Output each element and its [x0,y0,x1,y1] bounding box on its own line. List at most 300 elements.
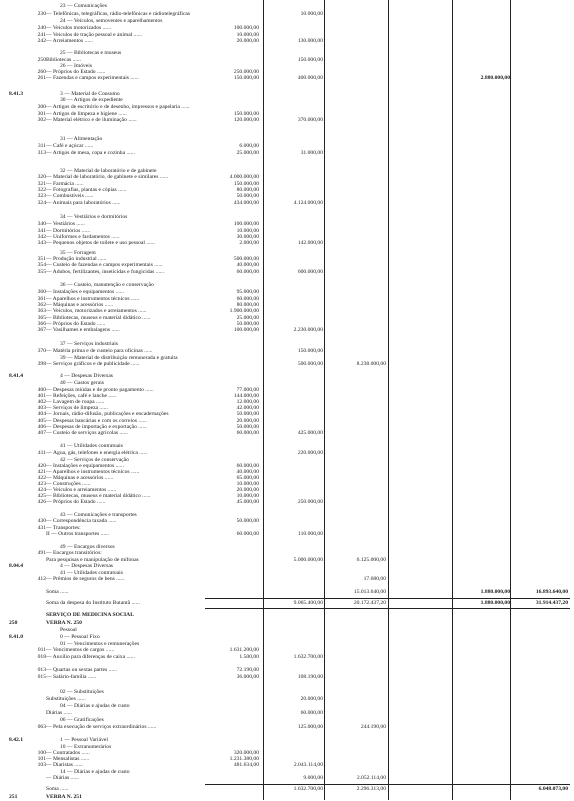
table-row [0,647,574,654]
item-code: 491 [37,550,46,556]
item-description: VERBA N. 251 [46,794,82,800]
item-description: — Artigos de escritório e de desenho, impressos e papelaria ...... [46,104,190,110]
item-description: — Material de laboratório, de gabinete e similares ...... [46,174,169,180]
item-code: 370 [37,348,46,354]
item-description: — Jornais, rádio-difusão, publicações e encadernações [46,411,169,417]
amount-col-3: 2.052.114,00 [356,775,386,781]
amount-col-2: 600.000,00 [297,269,323,275]
amount-col-6: 31.914.437,20 [535,600,568,606]
amount-col-2: 1.632.700,00 [293,654,323,660]
amount-col-3: 17.680,00 [363,576,386,582]
amount-col-2: 4.124.000,00 [293,200,323,206]
item-description: — Diárias ...... [46,775,79,781]
table-row [0,308,574,315]
table-row [0,667,574,674]
amount-col-2: 2.043.114,00 [293,762,323,768]
item-description: — Telefônicas, telegráficas, rádio-telefônicas e rádiotelegráficas [46,11,191,17]
item-description: — Lavagem de roupa ...... [46,399,105,405]
item-code: 401 [37,393,46,399]
item-code: 011 [37,647,46,653]
table-row [0,737,574,744]
amount-col-2: 108.190,00 [297,674,323,680]
item-description: — Custeio de serviços agrícolas ...... [46,430,128,436]
item-description: — Veículos e arreiamentos ...... [46,487,117,493]
item-code: 300 [37,104,46,110]
amount-col-5: 1.880.000,00 [480,600,510,606]
table-row [0,380,574,387]
item-description: — Instalações e equipamentos ...... [46,289,124,295]
item-code: 342 [37,234,46,240]
item-description: — Arreiamentos ...... [46,38,93,44]
item-code: 341 [37,228,46,234]
table-row [0,518,574,525]
item-code: 404 [37,411,46,417]
amount-col-2: 110.000,00 [298,531,323,537]
item-description: 32 — Material de laboratório e de gabinete [60,168,157,174]
item-code: 424 [37,487,46,493]
amount-col-5: 2.880.000,00 [480,75,510,81]
item-description: — Máquinas e acessórios ...... [46,302,114,308]
item-code: 320 [37,174,46,180]
amount-col-1: 10.000,00 [236,32,259,38]
item-code: 365 [37,315,46,321]
section-code: 8.41.3 [9,91,23,97]
item-description: 41 — Utilidades contratuais [60,570,123,576]
item-code: 420 [37,463,46,469]
amount-col-5: 1.880.000,00 [480,589,510,595]
item-code: 241 [37,32,46,38]
item-code: 398 [37,361,46,367]
table-row [0,531,574,538]
table-row [0,717,574,724]
item-description: — Prêmios de seguros de bens ...... [46,576,125,582]
item-description: 24 — Veículos, semoventes e aparelhamentos [60,18,163,24]
table-row [0,289,574,296]
item-description: — Veículos, motorizados e arreiamentos ...... [46,308,147,314]
item-code: 324 [37,200,46,206]
item-code: 360 [37,289,46,295]
amount-col-1: 72.190,00 [236,667,259,673]
amount-col-1: 50.000,00 [236,193,259,199]
table-row [0,50,574,57]
item-code: 301 [37,111,46,117]
section-code: 8.41.4 [9,373,23,379]
item-code: 426 [37,499,46,505]
item-description: 14 — Diárias e ajudas de custo [60,769,130,775]
amount-col-2: 425.000,00 [297,430,323,436]
amount-col-2: 9.065.400,00 [293,600,323,606]
amount-col-1: 40.000,00 [236,469,259,475]
item-description: — Serviços gráficos e de publicidade ...... [46,361,140,367]
table-row [0,262,574,269]
item-code: 354 [37,262,46,268]
item-code: 322 [37,187,46,193]
amount-col-2: 130.000,00 [297,38,323,44]
amount-col-3: 6.125.000,00 [356,557,386,563]
table-row [0,200,574,207]
table-row [0,499,574,506]
amount-col-1: 250.000,00 [233,69,259,75]
item-code: 421 [37,469,46,475]
item-description: 02 — Substituições [60,689,104,695]
table-row [0,786,574,793]
item-code: 402 [37,399,46,405]
table-row [0,627,574,634]
amount-col-1: 1.500,00 [239,654,259,660]
item-code: 355 [37,269,46,275]
amount-col-1: 20.000,00 [236,38,259,44]
item-description: — Aparelhos e instrumentos técnicos ...... [46,296,140,302]
item-description: — Quartas ou sextas partes ...... [46,667,117,673]
item-description: Soma da despesa do Instituto Butantã ...... [46,600,140,606]
table-row [0,221,574,228]
amount-col-1: 50.000,00 [236,411,259,417]
amount-col-1: 1.631.200,00 [229,647,259,653]
amount-col-1: 150.000,00 [233,181,259,187]
total-rule [205,608,570,609]
item-description: — Vasilhames e embalagens ...... [46,327,120,333]
item-code: 242 [37,38,46,44]
item-description: Pessoal [60,627,77,633]
amount-col-1: 50.000,00 [236,424,259,430]
item-code: 100 [37,750,46,756]
item-code: 362 [37,302,46,308]
amount-col-3: 20.172.437,20 [353,600,386,606]
table-row [0,612,574,619]
amount-col-1: 12.000,00 [236,399,259,405]
amount-col-1: 77.000,00 [236,387,259,393]
item-description: 31 — Alimentação [60,136,103,142]
amount-col-2: 125.000,00 [297,724,323,730]
item-description: — Bibliotecas, museus e material didático ...... [46,493,151,499]
item-description: — Mensalistas ...... [46,756,90,762]
item-code: 431 [37,525,46,531]
item-description: 35 — Forragem [60,250,96,256]
amount-col-1: 481.634,00 [233,762,259,768]
amount-col-1: 320.000,00 [233,750,259,756]
amount-col-1: 144.000,00 [233,393,259,399]
table-row [0,600,574,607]
amount-col-2: 60.000,00 [300,710,323,716]
item-description: — Uniformes e fardamentos ...... [46,234,120,240]
amount-col-2: 370.000,00 [297,117,323,123]
table-row [0,193,574,200]
table-row [0,634,574,641]
amount-col-3: 2.296.313,00 [356,786,386,792]
amount-col-1: 2.000,00 [239,240,259,246]
item-description: — Artigos de mesa, copa e cozinha ...... [46,150,135,156]
section-code: 250 [9,620,18,626]
item-description: — Dormitórios ...... [46,228,91,234]
item-description: — Despesas bancárias e com os correios ...... [46,418,147,424]
table-row [0,136,574,143]
item-description: — Despesas miúdas e de pronto pagamento ...... [46,387,154,393]
item-description: — Contratados ...... [46,750,90,756]
item-description: Bibliotecas ...... [46,57,81,63]
table-row [0,348,574,355]
table-row [0,450,574,457]
total-rule [205,784,570,785]
amount-col-1: 10.000,00 [236,493,259,499]
item-description: — Veículos motorizados ...... [46,25,111,31]
table-row [0,282,574,289]
amount-col-1: 500.000,00 [233,256,259,262]
item-code: 366 [37,321,46,327]
table-row [0,18,574,25]
item-code: 261 [37,75,46,81]
item-description: 25 — Bibliotecas e museus [60,50,122,56]
table-row [0,269,574,276]
amount-col-2: 31.000,00 [300,150,323,156]
amount-col-1: 60.000,00 [236,296,259,302]
amount-col-1: 80.000,00 [236,302,259,308]
table-row [0,75,574,82]
amount-col-1: 45.000,00 [236,499,259,505]
item-description: — Fotografias, plantas e cópias ...... [46,187,127,193]
table-row [0,703,574,710]
item-code: 250 [37,57,46,63]
item-code: 340 [37,221,46,227]
item-description: — Máquinas e acessórios ...... [46,475,114,481]
item-code: 015 [37,674,46,680]
item-description: Diárias ...... [46,710,72,716]
amount-col-1: 150.000,00 [233,75,259,81]
amount-col-3: 8.238.000,00 [356,361,386,367]
amount-col-2: 5.000.000,00 [293,557,323,563]
item-description: — Serviços de limpeza ...... [46,405,108,411]
item-code: 240 [37,25,46,31]
item-description: — Auxílio para diferenças de caixa ...... [46,654,135,660]
item-code: 363 [37,308,46,314]
amount-col-6: 16.893.640,00 [535,589,568,595]
amount-col-2: 10.000,00 [300,11,323,17]
section-code: 8.04.4 [9,563,23,569]
amount-col-1: 25.000,00 [236,315,259,321]
item-description: — Vestiários ...... [46,221,85,227]
table-row [0,361,574,368]
item-description: — Pequenos objetos de toilete e uso pessoal ...... [46,240,155,246]
item-description: 37 — Serviços industriais [60,341,118,347]
amount-col-2: 250.000,00 [297,499,323,505]
amount-col-1: 4.000.000,00 [229,174,259,180]
amount-col-1: 60.000,00 [236,531,259,537]
table-row [0,762,574,769]
item-code: 422 [37,475,46,481]
item-description: — Instalações e equipamentos ...... [46,463,124,469]
table-row [0,327,574,334]
item-description: 30 — Artigos de expediente [60,97,123,103]
item-description: — Água, gás, telefones e energia elétrica ...... [46,450,148,456]
amount-col-2: 150.000,00 [297,348,323,354]
item-description: 49 — Encargos diversos [60,544,115,550]
amount-col-1: 1.231.380,00 [229,756,259,762]
item-description: 3 — Material de Consumo [60,91,120,97]
item-code: 063 [37,724,46,730]
table-row [0,373,574,380]
amount-col-1: 50.000,00 [236,518,259,524]
table-row [0,341,574,348]
amount-col-3: 244.190,00 [360,724,386,730]
item-code: 103 [37,762,46,768]
amount-col-1: 95.000,00 [236,289,259,295]
amount-col-6: 6.048.073,00 [538,786,568,792]
item-code: 406 [37,424,46,430]
table-row [0,411,574,418]
item-description: — Diaristas ...... [46,762,83,768]
item-description: — Construções ...... [46,481,91,487]
table-row [0,689,574,696]
item-description: — Despesas de importação e exportação ...... [46,424,147,430]
amount-col-2: 400.000,00 [297,75,323,81]
table-row [0,443,574,450]
item-code: 230 [37,11,46,17]
amount-col-2: 142.000,00 [297,240,323,246]
amount-col-1: 40.000,00 [236,262,259,268]
item-description: — Custeio de fazendas e campos experimentais ...... [46,262,163,268]
item-code: 423 [37,481,46,487]
table-row [0,3,574,10]
item-description: 42 — Serviços de conservação [60,457,129,463]
item-code: 425 [37,493,46,499]
amount-col-1: 1.900.000,00 [229,308,259,314]
item-description: 0 — Pessoal Fixo [60,634,100,640]
item-code: 313 [37,150,46,156]
amount-col-1: 10.000,00 [236,228,259,234]
item-description: — Artigos de limpeza e higiene ...... [46,111,127,117]
amount-col-1: 20.000,00 [236,418,259,424]
amount-col-2: 220.000,00 [297,450,323,456]
item-description: — Salário-família ...... [46,674,97,680]
item-description: — Combustíveis ...... [46,193,94,199]
table-row [0,97,574,104]
table-row [0,710,574,717]
item-code: 013 [37,667,46,673]
amount-col-1: 80.000,00 [236,187,259,193]
amount-col-2: 150.000,00 [297,57,323,63]
item-description: — Veículos de tração pessoal e animal ...... [46,32,143,38]
item-description: — Bibliotecas, museus e material didático ...... [46,315,151,321]
amount-col-2: 2.230.000,00 [293,327,323,333]
item-code: 101 [37,756,46,762]
item-description: 4 — Despesas Diversas [60,563,113,569]
item-description: — Vencimentos de cargos ...... [46,647,115,653]
amount-col-1: 100.000,00 [233,221,259,227]
item-description: VERBA N. 250 [46,620,82,626]
item-description: — Aparelhos e instrumentos técnicos ...... [46,469,140,475]
amount-col-1: 100.000,00 [233,327,259,333]
table-row [0,654,574,661]
item-description: — Refeições, café e lanche ...... [46,393,117,399]
item-description: — Produção industrial ...... [46,256,107,262]
table-row [0,620,574,627]
amount-col-1: 60.000,00 [236,269,259,275]
item-description: 34 — Vestiários e dormitórios [60,214,128,220]
table-row [0,696,574,703]
item-description: 40 — Gastos gerais [60,380,104,386]
table-row [0,104,574,111]
item-description: — Encargos transitórios: [46,550,102,556]
amount-col-1: 50.000,00 [236,321,259,327]
table-row [0,775,574,782]
total-rule [205,598,570,599]
item-description: — Correspondência taxada ...... [46,518,117,524]
section-code: 251 [9,794,18,800]
amount-col-1: 434.000,00 [233,200,259,206]
item-description: Soma ...... [46,786,69,792]
amount-col-1: 30.000,00 [236,234,259,240]
item-code: 018 [37,654,46,660]
table-row [0,430,574,437]
table-row [0,11,574,18]
item-code: 367 [37,327,46,333]
amount-col-1: 25.000,00 [236,150,259,156]
amount-col-1: 10.000,00 [236,481,259,487]
section-code: 8.41.0 [9,634,23,640]
amount-col-1: 150.000,00 [233,111,259,117]
table-row [0,150,574,157]
amount-col-1: 60.000,00 [236,430,259,436]
item-description: Substituições ...... [46,696,86,702]
item-code: 412 [37,576,46,582]
amount-col-1: 20.000,00 [236,487,259,493]
amount-col-2: 500.000,00 [297,361,323,367]
item-description: 4 — Despesas Diversas [60,373,113,379]
item-description: 10 — Extranumerários [60,744,112,750]
table-row [0,117,574,124]
table-row [0,674,574,681]
amount-col-3: 15.013.640,00 [353,589,386,595]
item-code: 302 [37,117,46,123]
item-description: 39 — Material de distribuição remunerada e gratuita [60,355,178,361]
item-code: 311 [37,143,46,149]
item-description: 1 — Pessoal Variável [60,737,108,743]
item-description: — Farmácia ...... [46,181,84,187]
table-row [0,25,574,32]
item-description: — Próprios do Estado ...... [46,321,106,327]
item-description: — Matéria prima e de custeio para oficinas ...... [46,348,153,354]
amount-col-1: 42.000,00 [236,405,259,411]
table-row [0,174,574,181]
item-description: — Café e açúcar ...... [46,143,94,149]
table-row [0,38,574,45]
item-description: — Próprios do Estado ...... [46,69,106,75]
item-description: 41 — Utilidades contratuais [60,443,123,449]
table-row [0,724,574,731]
item-description: — Fazendas e campos experimentais ...... [46,75,139,81]
amount-col-2: 9.000,00 [303,775,323,781]
item-code: 405 [37,418,46,424]
item-description: 43 — Comunicações e transportes [60,512,137,518]
amount-col-2: 1.632.700,00 [293,786,323,792]
table-row [0,589,574,596]
item-description: 06 — Gratificações [60,717,104,723]
item-code: 411 [37,450,46,456]
item-description: 23 — Comunicações [60,3,107,9]
item-description: — Animais para laboratórios ...... [46,200,121,206]
item-code: 260 [37,69,46,75]
item-description: II — Outros transportes ...... [46,531,110,537]
item-description: — Material elétrico e de iluminação ...... [46,117,137,123]
item-description: — Pela execução de serviços extraordinários ...... [46,724,157,730]
item-description: 04 — Diárias e ajudas de custo [60,703,130,709]
amount-col-1: 120.000,00 [233,117,259,123]
table-row [0,143,574,150]
item-code: 361 [37,296,46,302]
item-description: Para pesquisas e manipulação de mifonas [46,557,139,563]
table-row [0,563,574,570]
item-description: 36 — Custeio, manutenção e conservação [60,282,154,288]
amount-col-1: 65.000,00 [236,475,259,481]
